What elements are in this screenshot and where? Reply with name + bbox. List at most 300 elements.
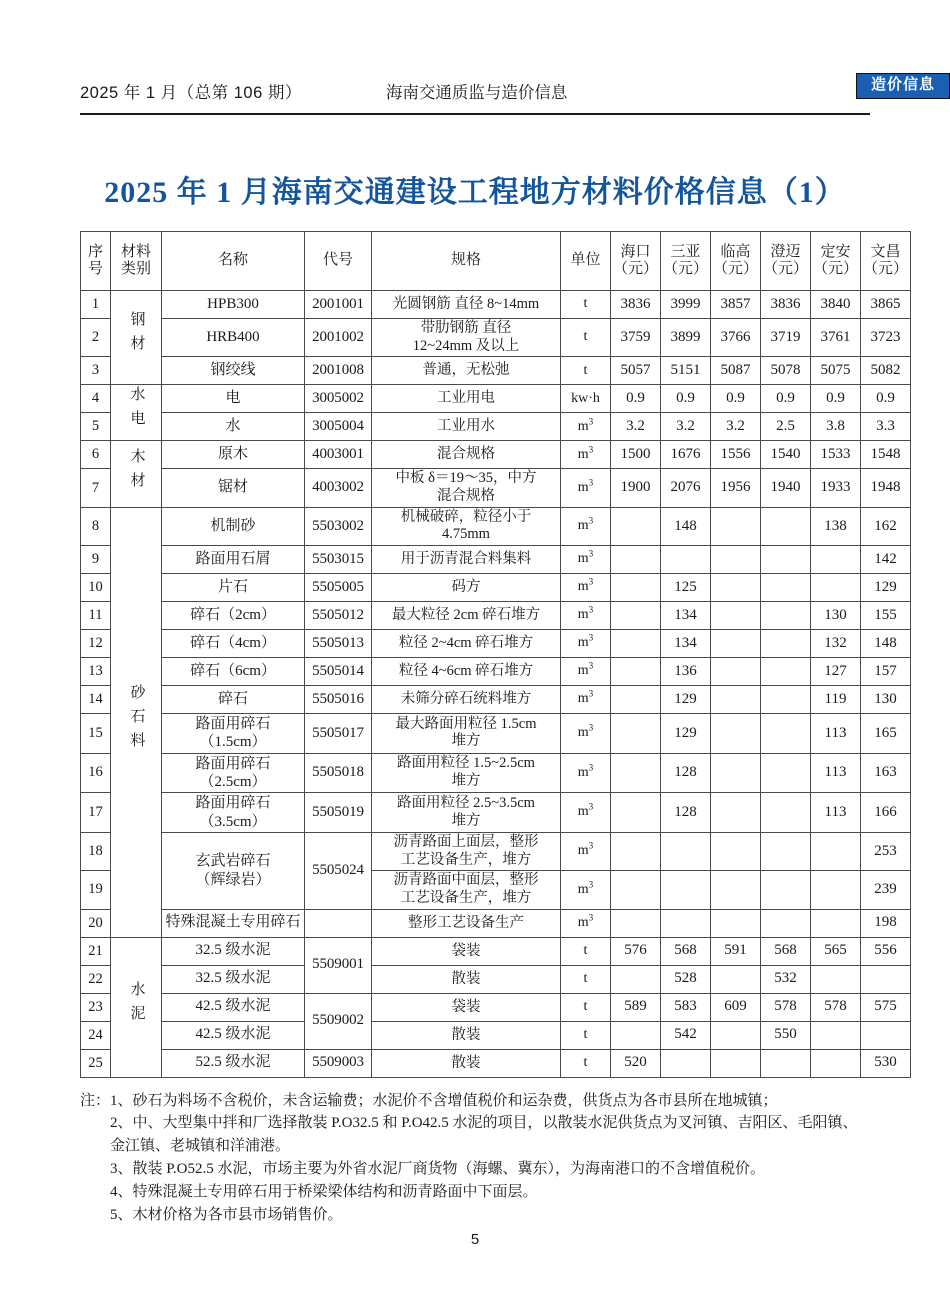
cell-name: 水 xyxy=(162,413,305,441)
cell-unit: $m^3$ xyxy=(561,630,611,658)
cell-price-dingan xyxy=(811,574,861,602)
cell-price-sanya: 128 xyxy=(661,753,711,793)
cell-index: 10 xyxy=(81,574,111,602)
cell-price-chengmai xyxy=(761,714,811,754)
table-row xyxy=(81,686,911,714)
cell-price-haikou: 3836 xyxy=(611,291,661,319)
cell-unit: $m^3$ xyxy=(561,441,611,469)
cell-price-sanya xyxy=(661,909,711,937)
cell-code: 5505017 xyxy=(305,714,372,754)
cell-name xyxy=(162,714,305,754)
cell-price-chengmai: 568 xyxy=(761,937,811,965)
table-row xyxy=(81,753,911,793)
cell-index: 7 xyxy=(81,469,111,507)
cell-unit: $m^3$ xyxy=(561,469,611,507)
note-item xyxy=(80,1090,870,1113)
note-item xyxy=(110,1204,870,1227)
cell-price-lingao xyxy=(711,630,761,658)
cell-name: 锯材 xyxy=(162,469,305,507)
cell-price-dingan: 119 xyxy=(811,686,861,714)
category-label: 砂石料 xyxy=(128,683,145,756)
cell-price-dingan: 127 xyxy=(811,658,861,686)
cell-price-lingao: 5087 xyxy=(711,357,761,385)
col-header-city-sanya: 三亚 （元） xyxy=(661,232,711,291)
cell-price-haikou: 3.2 xyxy=(611,413,661,441)
col-header-code: 代号 xyxy=(305,232,372,291)
cell-price-chengmai xyxy=(761,630,811,658)
cell-price-sanya: 3999 xyxy=(661,291,711,319)
cell-price-haikou: 576 xyxy=(611,937,661,965)
cell-price-sanya: 125 xyxy=(661,574,711,602)
cell-price-wenchang: 3865 xyxy=(861,291,911,319)
cell-index: 13 xyxy=(81,658,111,686)
cell-price-haikou: 1900 xyxy=(611,469,661,507)
cell-price-dingan: 3840 xyxy=(811,291,861,319)
cell-spec xyxy=(372,714,561,754)
cell-unit: $m^3$ xyxy=(561,909,611,937)
spec-line: 沥青路面中面层，整形 xyxy=(393,872,539,889)
cell-price-sanya: 2076 xyxy=(661,469,711,507)
cell-code: 2001002 xyxy=(305,319,372,357)
cell-name: 片石 xyxy=(162,574,305,602)
cell-price-chengmai xyxy=(761,602,811,630)
cell-price-sanya: 1676 xyxy=(661,441,711,469)
cell-unit: kw·h xyxy=(561,385,611,413)
cell-spec xyxy=(372,507,561,545)
name-line: （辉绿岩） xyxy=(195,871,271,888)
cell-spec: 最大粒径 2cm 碎石堆方 xyxy=(372,602,561,630)
cell-price-chengmai: 2.5 xyxy=(761,413,811,441)
cell-price-sanya: 583 xyxy=(661,993,711,1021)
cell-price-wenchang: 165 xyxy=(861,714,911,754)
cell-price-wenchang: 3.3 xyxy=(861,413,911,441)
table-row xyxy=(81,441,911,469)
cell-price-dingan: 138 xyxy=(811,507,861,545)
table-row xyxy=(81,602,911,630)
cell-category xyxy=(111,291,162,385)
cell-price-haikou xyxy=(611,909,661,937)
cell-code: 5509001 xyxy=(305,937,372,993)
cell-price-chengmai: 1540 xyxy=(761,441,811,469)
cell-price-wenchang: 130 xyxy=(861,686,911,714)
cell-name: 32.5 级水泥 xyxy=(162,965,305,993)
cell-price-dingan: 3.8 xyxy=(811,413,861,441)
cell-price-chengmai xyxy=(761,871,811,909)
cell-price-haikou xyxy=(611,753,661,793)
cell-spec: 工业用电 xyxy=(372,385,561,413)
cell-code xyxy=(305,909,372,937)
table-row xyxy=(81,319,911,357)
cell-spec: 散装 xyxy=(372,1049,561,1077)
name-line: （2.5cm） xyxy=(199,774,267,791)
cell-price-lingao xyxy=(711,965,761,993)
cell-price-lingao xyxy=(711,832,761,870)
header-divider xyxy=(80,113,870,115)
cell-unit: $m^3$ xyxy=(561,714,611,754)
cell-name: HRB400 xyxy=(162,319,305,357)
cell-spec: 整形工艺设备生产 xyxy=(372,909,561,937)
cell-index: 16 xyxy=(81,753,111,793)
cell-price-dingan: 0.9 xyxy=(811,385,861,413)
cell-name: 碎石（2cm） xyxy=(162,602,305,630)
cell-code: 5505018 xyxy=(305,753,372,793)
cell-index: 23 xyxy=(81,993,111,1021)
cell-name: 路面用石屑 xyxy=(162,546,305,574)
cell-index: 11 xyxy=(81,602,111,630)
table-row xyxy=(81,937,911,965)
cell-price-lingao: 609 xyxy=(711,993,761,1021)
cell-price-wenchang xyxy=(861,965,911,993)
cell-price-wenchang: 155 xyxy=(861,602,911,630)
cell-price-sanya xyxy=(661,832,711,870)
cell-code: 2001008 xyxy=(305,357,372,385)
cell-price-wenchang: 129 xyxy=(861,574,911,602)
cell-unit: $m^3$ xyxy=(561,413,611,441)
name-line: 路面用碎石 xyxy=(195,755,271,772)
cell-index: 15 xyxy=(81,714,111,754)
cell-index: 5 xyxy=(81,413,111,441)
cell-price-sanya: 129 xyxy=(661,686,711,714)
cell-price-dingan xyxy=(811,832,861,870)
cell-price-wenchang: 1948 xyxy=(861,469,911,507)
spec-line: 12~24mm 及以上 xyxy=(412,337,520,354)
cell-name: 碎石（4cm） xyxy=(162,630,305,658)
cell-name: 电 xyxy=(162,385,305,413)
cell-spec: 袋装 xyxy=(372,993,561,1021)
category-label: 木材 xyxy=(128,447,145,496)
table-row xyxy=(81,546,911,574)
spec-line: 工艺设备生产，堆方 xyxy=(400,851,532,868)
table-row xyxy=(81,993,911,1021)
cell-unit: $m^3$ xyxy=(561,546,611,574)
col-header-index: 序 号 xyxy=(81,232,111,291)
category-label: 水电 xyxy=(128,386,145,435)
cell-unit: $m^3$ xyxy=(561,602,611,630)
table-row xyxy=(81,630,911,658)
cell-price-dingan: 113 xyxy=(811,714,861,754)
cell-price-sanya: 5151 xyxy=(661,357,711,385)
table-row xyxy=(81,507,911,545)
cell-price-sanya: 3899 xyxy=(661,319,711,357)
cell-price-haikou: 589 xyxy=(611,993,661,1021)
spec-line: 路面用粒径 2.5~3.5cm xyxy=(397,794,535,811)
cell-price-lingao xyxy=(711,507,761,545)
notes-block xyxy=(80,1090,870,1227)
spec-line: 带肋钢筋 直径 xyxy=(420,320,512,336)
cell-price-lingao: 591 xyxy=(711,937,761,965)
cell-price-lingao xyxy=(711,658,761,686)
cell-spec: 码方 xyxy=(372,574,561,602)
cell-price-haikou xyxy=(611,871,661,909)
cell-price-chengmai: 532 xyxy=(761,965,811,993)
running-header xyxy=(80,0,870,112)
cell-unit: $m^3$ xyxy=(561,832,611,870)
cell-price-wenchang: 0.9 xyxy=(861,385,911,413)
cell-price-haikou xyxy=(611,965,661,993)
cell-price-sanya: 128 xyxy=(661,793,711,833)
cell-price-lingao xyxy=(711,574,761,602)
cell-price-lingao: 1556 xyxy=(711,441,761,469)
cell-price-sanya xyxy=(661,871,711,909)
cell-name: 32.5 级水泥 xyxy=(162,937,305,965)
cell-name: HPB300 xyxy=(162,291,305,319)
table-header-row xyxy=(81,232,911,291)
cell-price-sanya: 568 xyxy=(661,937,711,965)
cell-spec: 未筛分碎石统料堆方 xyxy=(372,686,561,714)
cell-index: 17 xyxy=(81,793,111,833)
cell-price-dingan: 1933 xyxy=(811,469,861,507)
cell-price-wenchang xyxy=(861,1021,911,1049)
cell-price-dingan: 3761 xyxy=(811,319,861,357)
cell-price-wenchang: 163 xyxy=(861,753,911,793)
cell-unit: t xyxy=(561,1049,611,1077)
category-label: 钢材 xyxy=(128,311,145,360)
cell-price-chengmai xyxy=(761,574,811,602)
cell-price-haikou xyxy=(611,714,661,754)
cell-index: 12 xyxy=(81,630,111,658)
table-row xyxy=(81,291,911,319)
cell-price-wenchang: 142 xyxy=(861,546,911,574)
spec-line: 中板 δ＝19～35，中方 xyxy=(395,470,537,487)
cell-price-lingao xyxy=(711,546,761,574)
col-header-city-dingan: 定安 （元） xyxy=(811,232,861,291)
cell-unit: $m^3$ xyxy=(561,753,611,793)
cell-price-haikou xyxy=(611,574,661,602)
cell-code: 5505019 xyxy=(305,793,372,833)
issue-label: 2025 年 1 月（总第 106 期） xyxy=(80,84,302,102)
cell-price-chengmai: 3836 xyxy=(761,291,811,319)
name-line: 玄武岩碎石 xyxy=(195,853,271,870)
note-text: 5、木材价格为各市县市场销售价。 xyxy=(110,1206,343,1223)
cell-price-dingan xyxy=(811,1021,861,1049)
cell-unit: $m^3$ xyxy=(561,507,611,545)
cell-price-chengmai xyxy=(761,793,811,833)
spec-line: 堆方 xyxy=(451,773,481,790)
cell-code: 5509003 xyxy=(305,1049,372,1077)
cell-unit: t xyxy=(561,1021,611,1049)
notes-label: 注： xyxy=(80,1092,111,1109)
cell-name: 碎石 xyxy=(162,686,305,714)
cell-price-haikou xyxy=(611,793,661,833)
table-row xyxy=(81,1021,911,1049)
page-number: 5 xyxy=(470,1231,480,1248)
cell-price-lingao xyxy=(711,1049,761,1077)
cell-price-chengmai xyxy=(761,546,811,574)
note-item xyxy=(110,1112,870,1158)
cell-price-chengmai xyxy=(761,753,811,793)
spec-line: 工艺设备生产，堆方 xyxy=(400,889,532,906)
cell-price-chengmai: 3719 xyxy=(761,319,811,357)
cell-price-haikou xyxy=(611,602,661,630)
category-label: 水泥 xyxy=(128,980,145,1029)
cell-price-lingao xyxy=(711,686,761,714)
cell-index: 24 xyxy=(81,1021,111,1049)
cell-price-chengmai: 550 xyxy=(761,1021,811,1049)
cell-price-dingan: 132 xyxy=(811,630,861,658)
cell-price-dingan: 113 xyxy=(811,753,861,793)
cell-index: 25 xyxy=(81,1049,111,1077)
cell-name: 原木 xyxy=(162,441,305,469)
cell-unit: $m^3$ xyxy=(561,574,611,602)
table-row xyxy=(81,469,911,507)
cell-spec: 普通，无松弛 xyxy=(372,357,561,385)
cell-unit: t xyxy=(561,357,611,385)
cell-price-wenchang: 556 xyxy=(861,937,911,965)
cell-price-chengmai: 5078 xyxy=(761,357,811,385)
cell-spec: 工业用水 xyxy=(372,413,561,441)
cell-price-dingan xyxy=(811,965,861,993)
cell-spec xyxy=(372,319,561,357)
cell-unit: $m^3$ xyxy=(561,793,611,833)
table-row xyxy=(81,658,911,686)
cell-price-lingao xyxy=(711,753,761,793)
cell-index: 22 xyxy=(81,965,111,993)
cell-price-sanya xyxy=(661,546,711,574)
cell-price-chengmai: 0.9 xyxy=(761,385,811,413)
cell-name xyxy=(162,832,305,909)
status-badge: 造价信息 xyxy=(856,73,950,99)
cell-price-chengmai xyxy=(761,1049,811,1077)
cell-price-wenchang: 162 xyxy=(861,507,911,545)
cell-price-lingao xyxy=(711,871,761,909)
cell-code: 5503002 xyxy=(305,507,372,545)
cell-price-wenchang: 1548 xyxy=(861,441,911,469)
cell-index: 20 xyxy=(81,909,111,937)
cell-price-chengmai xyxy=(761,909,811,937)
cell-price-lingao: 3857 xyxy=(711,291,761,319)
cell-code: 5505014 xyxy=(305,658,372,686)
cell-price-sanya: 542 xyxy=(661,1021,711,1049)
name-line: （3.5cm） xyxy=(199,813,267,830)
cell-price-chengmai: 1940 xyxy=(761,469,811,507)
spec-line: 最大路面用粒径 1.5cm xyxy=(395,715,537,732)
cell-name: 钢绞线 xyxy=(162,357,305,385)
col-header-unit: 单位 xyxy=(561,232,611,291)
cell-index: 8 xyxy=(81,507,111,545)
cell-price-haikou: 1500 xyxy=(611,441,661,469)
spec-line: 4.75mm xyxy=(442,526,490,543)
cell-price-haikou xyxy=(611,832,661,870)
cell-price-dingan: 5075 xyxy=(811,357,861,385)
cell-price-sanya: 3.2 xyxy=(661,413,711,441)
cell-spec xyxy=(372,753,561,793)
cell-price-dingan: 565 xyxy=(811,937,861,965)
col-header-category: 材料 类别 xyxy=(111,232,162,291)
cell-price-haikou xyxy=(611,546,661,574)
cell-price-haikou xyxy=(611,658,661,686)
cell-code: 5509002 xyxy=(305,993,372,1049)
cell-index: 21 xyxy=(81,937,111,965)
cell-price-wenchang: 198 xyxy=(861,909,911,937)
cell-price-lingao xyxy=(711,909,761,937)
cell-index: 4 xyxy=(81,385,111,413)
table-row xyxy=(81,909,911,937)
cell-index: 1 xyxy=(81,291,111,319)
cell-spec: 散装 xyxy=(372,965,561,993)
note-text: 1、砂石为料场不含税价，未含运输费；水泥价不含增值税价和运杂费，供货点为各市县所在地城镇； xyxy=(110,1092,778,1109)
cell-price-lingao: 3766 xyxy=(711,319,761,357)
cell-name: 42.5 级水泥 xyxy=(162,1021,305,1049)
cell-price-sanya: 148 xyxy=(661,507,711,545)
cell-unit: t xyxy=(561,993,611,1021)
cell-code: 5505013 xyxy=(305,630,372,658)
cell-code: 5503015 xyxy=(305,546,372,574)
table-row xyxy=(81,1049,911,1077)
col-header-spec: 规格 xyxy=(372,232,561,291)
note-item xyxy=(110,1181,870,1204)
note-text: 3、散装 P.O52.5 水泥，市场主要为外省水泥厂商货物（海螺、冀东），为海南港口的不含增值税价。 xyxy=(110,1161,766,1178)
cell-price-sanya: 134 xyxy=(661,630,711,658)
cell-category xyxy=(111,385,162,441)
cell-price-wenchang: 575 xyxy=(861,993,911,1021)
cell-price-lingao xyxy=(711,602,761,630)
cell-spec xyxy=(372,469,561,507)
cell-index: 18 xyxy=(81,832,111,870)
cell-index: 6 xyxy=(81,441,111,469)
col-header-city-chengmai: 澄迈 （元） xyxy=(761,232,811,291)
cell-index: 3 xyxy=(81,357,111,385)
spec-line: 机械破碎，粒径小于 xyxy=(400,508,532,525)
cell-price-dingan: 113 xyxy=(811,793,861,833)
cell-price-dingan: 578 xyxy=(811,993,861,1021)
cell-category xyxy=(111,507,162,937)
cell-code: 4003001 xyxy=(305,441,372,469)
cell-index: 2 xyxy=(81,319,111,357)
cell-name: 52.5 级水泥 xyxy=(162,1049,305,1077)
cell-unit: $m^3$ xyxy=(561,658,611,686)
name-line: （1.5cm） xyxy=(199,734,267,751)
cell-spec: 粒径 2~4cm 碎石堆方 xyxy=(372,630,561,658)
cell-price-chengmai xyxy=(761,832,811,870)
cell-price-sanya: 0.9 xyxy=(661,385,711,413)
cell-spec xyxy=(372,793,561,833)
table-row xyxy=(81,965,911,993)
cell-price-sanya: 136 xyxy=(661,658,711,686)
cell-price-lingao xyxy=(711,714,761,754)
cell-price-sanya: 134 xyxy=(661,602,711,630)
cell-price-chengmai xyxy=(761,658,811,686)
note-text: 2、中、大型集中拌和厂选择散装 P.O32.5 和 P.O42.5 水泥的项目，以散装水泥供货点为叉河镇、吉阳区、毛阳镇、金江镇、老城镇和洋浦港。 xyxy=(110,1115,858,1155)
name-line: 路面用碎石 xyxy=(195,795,271,812)
name-line: 路面用碎石 xyxy=(195,716,271,733)
cell-price-wenchang: 3723 xyxy=(861,319,911,357)
cell-price-wenchang: 148 xyxy=(861,630,911,658)
cell-price-dingan: 1533 xyxy=(811,441,861,469)
cell-price-chengmai xyxy=(761,507,811,545)
cell-price-haikou: 3759 xyxy=(611,319,661,357)
cell-price-haikou xyxy=(611,1021,661,1049)
cell-price-lingao: 0.9 xyxy=(711,385,761,413)
cell-spec xyxy=(372,871,561,909)
table-body xyxy=(81,291,911,1078)
cell-category xyxy=(111,441,162,507)
cell-price-sanya: 528 xyxy=(661,965,711,993)
cell-spec xyxy=(372,832,561,870)
cell-price-haikou xyxy=(611,686,661,714)
material-price-table xyxy=(80,231,911,1078)
cell-category xyxy=(111,937,162,1077)
publication-title: 海南交通质监与造价信息 xyxy=(385,84,568,102)
cell-code: 2001001 xyxy=(305,291,372,319)
cell-price-wenchang: 530 xyxy=(861,1049,911,1077)
cell-spec: 光圆钢筋 直径 8~14mm xyxy=(372,291,561,319)
note-item xyxy=(110,1158,870,1181)
cell-price-wenchang: 239 xyxy=(861,871,911,909)
cell-unit: t xyxy=(561,937,611,965)
cell-name xyxy=(162,753,305,793)
table-row xyxy=(81,413,911,441)
cell-price-dingan xyxy=(811,546,861,574)
